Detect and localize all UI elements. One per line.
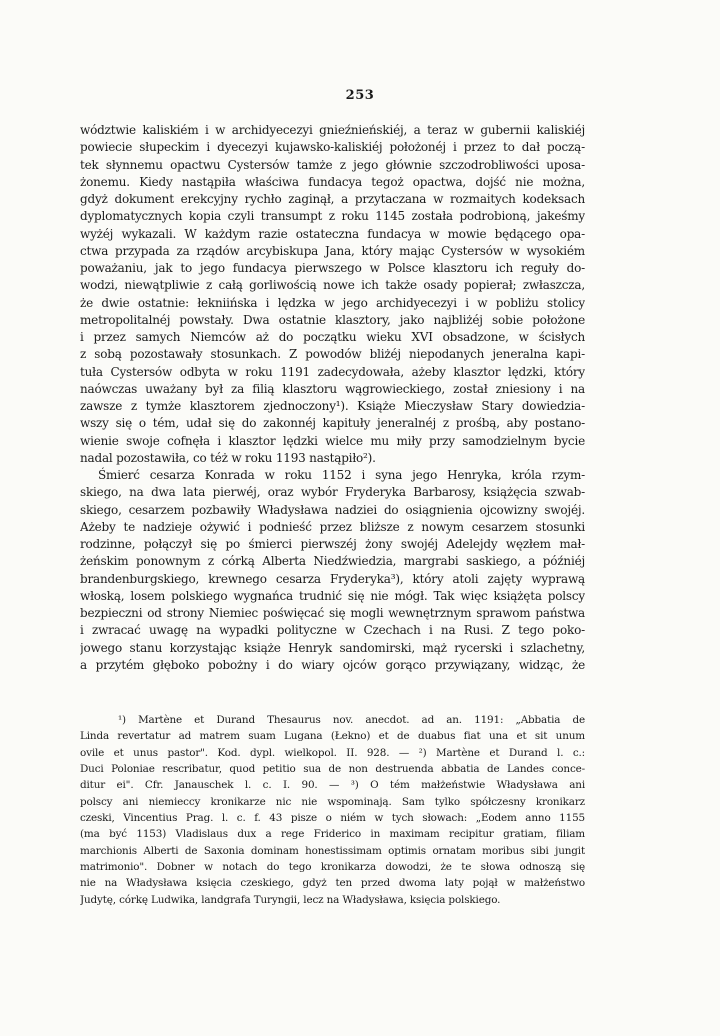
- footnote-line: czeski, Vincentius Prag. l. c. f. 43 pisze o niém w tych słowach: „Eodem anno 1155: [80, 812, 585, 825]
- text-line: rodzinne, połączył się po śmierci pierwszéj żony swojéj Adelejdy węzłem mał-: [80, 537, 585, 551]
- text-line: powiecie słupeckim i dyecezyi kujawsko-kaliskiéj położonéj i przez to dał począ-: [80, 140, 585, 155]
- text-line: metropolitalnéj powstały. Dwa ostatnie klasztory, jako najbliżéj sobie położone: [80, 312, 585, 327]
- text-line: jowego stanu korzystając książe Henryk sandomirski, mąż rycerski i szlachetny,: [80, 640, 585, 655]
- text-line: bezpieczni od strony Niemiec poświęcać się mogli wewnętrznym sprawom państwa: [80, 606, 585, 620]
- text-line: i przez samych Niemców aż do początku wieku XVI obsadzone, w ścisłych: [80, 330, 585, 344]
- main-text: [80, 122, 585, 674]
- footnote-line: (ma być 1153) Vladislaus dux a rege Friderico in maximam recipitur gratiam, filiam: [80, 828, 585, 841]
- text-line: nadal pozostawiła, co téż w roku 1193 nastąpiło²).: [80, 450, 376, 465]
- text-line: z sobą pozostawały stosunkach. Z powodów bliżéj niepodanych jeneralna kapi-: [80, 347, 585, 362]
- text-line: żonemu. Kiedy nastąpiła właściwa fundacya tegoż opactwa, dojść nie można,: [80, 174, 585, 189]
- text-line: włoską, losem polskiego wygnańca trudnić się nie mógł. Tak więc książęta polscy: [80, 588, 585, 603]
- text-line: i zwracać uwagę na wypadki polityczne w Czechach i na Rusi. Z tego poko-: [80, 623, 585, 638]
- text-line: tuła Cystersów odbyta w roku 1191 zadecydowała, ażeby klasztor lędzki, który: [80, 364, 585, 379]
- footnote-line: Linda revertatur ad matrem suam Lugana (Łekno) et de duabus fiat una et sit unum: [80, 730, 585, 743]
- page-number: 253: [345, 88, 375, 103]
- text-line: Śmierć cesarza Konrada w roku 1152 i syna jego Henryka, króla rzym-: [98, 468, 585, 482]
- text-line: żeńskim ponownym z córką Alberta Niedźwiedzia, margrabi saskiego, a późniéj: [80, 554, 585, 569]
- text-line: naówczas uważany był za filią klasztoru wągrowieckiego, został zniesiony i na: [80, 381, 585, 396]
- footnotes: [80, 712, 585, 908]
- footnote-line: ¹) Martène et Durand Thesaurus nov. anecdot. ad an. 1191: „Abbatia de: [118, 714, 585, 726]
- text-line: dyplomatycznych kopia czyli transumpt z roku 1145 została podrobioną, jakeśmy: [80, 209, 585, 224]
- footnote-line: marchionis Alberti de Saxonia dominam honestissimam optimis ornatam moribus sibi jungit: [80, 844, 585, 857]
- text-line: ctwa przypada za rządów arcybiskupa Jana, który mając Cystersów w wysokiém: [80, 243, 585, 258]
- footnote-line: polscy ani niemieccy kronikarze nic nie wspominają. Sam tylko spółczesny kronikarz: [80, 795, 585, 808]
- text-line: brandenburgskiego, krewnego cesarza Fryderyka³), który atoli zajęty wyprawą: [80, 571, 585, 586]
- footnote-line: matrimonio". Dobner w notach do tego kronikarza dowodzi, że te słowa odnoszą się: [80, 861, 585, 874]
- footnote-line: ovile et unus pastor". Kod. dypl. wielkopol. II. 928. — ²) Martène et Durand l. c.:: [80, 746, 585, 759]
- text-line: wództwie kaliskiém i w archidyecezyi gnieźnieńskiéj, a teraz w gubernii kaliskiéj: [80, 123, 585, 137]
- text-line: tek słynnemu opactwu Cystersów tamże z jego głównie szczodrobliwości uposa-: [80, 157, 585, 172]
- text-line: wszy się o tém, udał się do zakonnéj kapituły jeneralnéj z prośbą, aby postano-: [80, 416, 585, 431]
- text-line: Ażeby te nadzieje ożywić i podnieść przez bliższe z nowym cesarzem stosunki: [80, 519, 585, 534]
- text-line: skiego, cesarzem pozbawiły Władysława nadziei do osiągnienia ojcowizny swojéj.: [80, 502, 585, 517]
- text-line: że dwie ostatnie: łekniińska i lędzka w jego archidyecezyi i w pobliżu stolicy: [80, 295, 585, 310]
- footnote-line: Duci Poloniae rescribatur, quod petitio sua de non destruenda abbatia de Landes conce-: [80, 763, 585, 776]
- footnote-line: ditur ei". Cfr. Janauschek l. c. I. 90. — ³) O tém małżeństwie Władysława ani: [80, 779, 585, 792]
- text-line: a przytém głęboko pobożny i do wiary ojców gorąco przywiązany, widząc, że: [80, 657, 585, 672]
- text-line: wyżéj wykazali. W każdym razie ostateczna fundacya w mowie będącego opa-: [80, 226, 585, 241]
- footnote-line: nie na Władysława księcia czeskiego, gdyż ten przed dwoma laty pojął w małżeństwo: [80, 877, 585, 890]
- text-line: poważaniu, jak to jego fundacya pierwszego w Polsce klasztoru ich reguły do-: [80, 261, 585, 275]
- text-line: wodzi, niewątpliwie z całą gorliwością nowe ich także osady popierał; zwłaszcza,: [80, 278, 585, 293]
- text-line: zawsze z tymże klasztorem zjednoczony¹). Książe Mieczysław Stary dowiedzia-: [80, 399, 585, 413]
- footnote-line: Judytę, córkę Ludwika, landgrafa Turyngii, lecz na Władysława, księcia polskiego.: [80, 893, 501, 906]
- text-line: gdyż dokument erekcyjny rychło zaginął, a przytaczana w rozmaitych kodeksach: [80, 192, 585, 206]
- text-line: skiego, na dwa lata pierwéj, oraz wybór Fryderyka Barbarosy, książęcia szwab-: [80, 485, 585, 500]
- text-line: wienie swoje cofnęła i klasztor lędzki wielce mu miły przy samodzielnym bycie: [80, 433, 585, 448]
